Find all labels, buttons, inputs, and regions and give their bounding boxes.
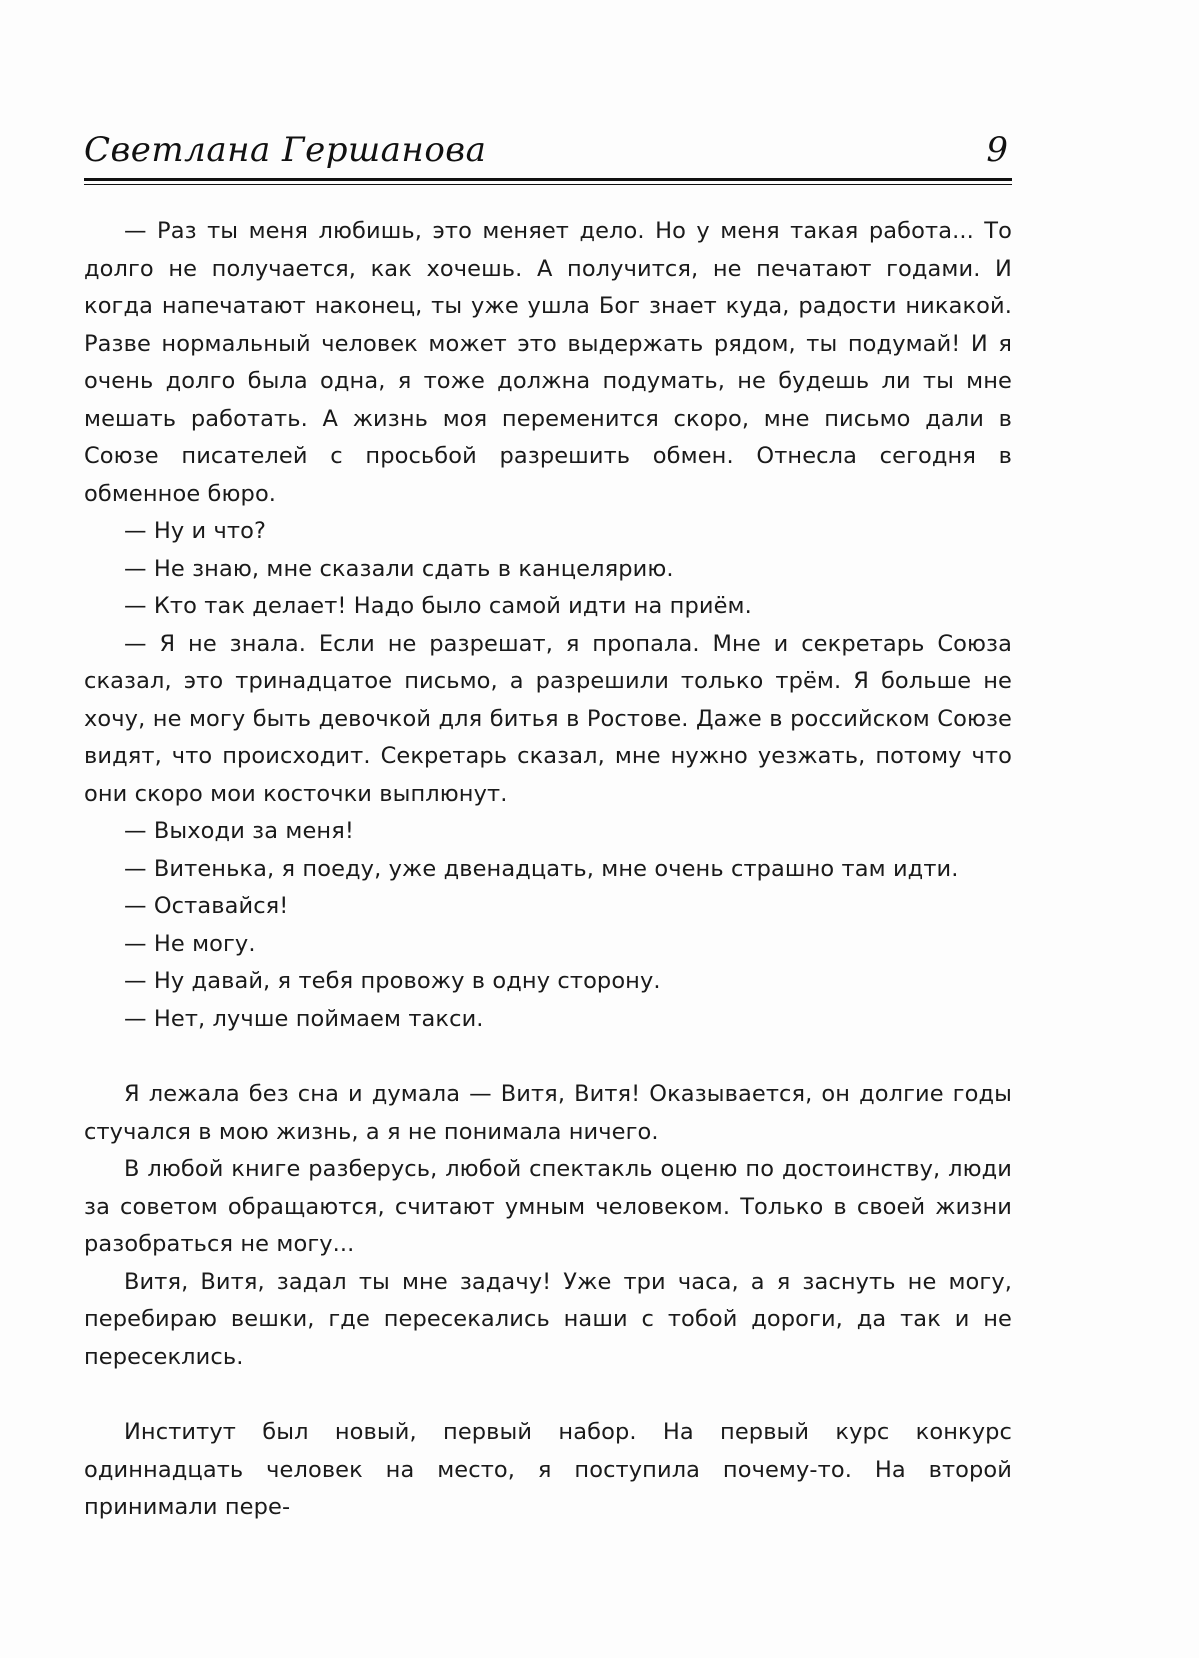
paragraph: — Я не знала. Если не разрешат, я пропала. Мне и секретарь Союза сказал, это тринадцатое письмо, а разрешили только трём. Я больше не хочу, не могу быть девочкой для битья в Ростове. Даже в российском Союзе видят, что происходит. Секретарь сказал, мне нужно уезжать, потому что они скоро мои косточки выплюнут. (84, 630, 1012, 807)
section-break (84, 1038, 1012, 1076)
paragraph: — Выходи за меня! (124, 818, 354, 844)
paragraph: — Ну и что? (124, 518, 267, 544)
paragraph: — Нет, лучше поймаем такси. (124, 1005, 484, 1032)
paragraph: — Не знаю, мне сказали сдать в канцелярию. (124, 555, 674, 582)
paragraph: — Не могу. (124, 930, 256, 957)
paragraph: — Ну давай, я тебя провожу в одну сторону. (124, 968, 661, 994)
paragraph: — Витенька, я поеду, уже двенадцать, мне очень страшно там идти. (124, 855, 959, 882)
header-rule-thick (84, 178, 1012, 181)
header-rule-thin (84, 184, 1012, 185)
paragraph: Институт был новый, первый набор. На первый курс конкурс одиннадцать человек на место, я поступила почему-то. На второй принимали пере- (84, 1419, 1012, 1520)
paragraph: Витя, Витя, задал ты мне задачу! Уже три часа, а я заснуть не могу, перебираю вешки, где пересекались наши с тобой дороги, да так и не пересеклись. (84, 1268, 1012, 1370)
author-name: Светлана Гершанова (84, 130, 487, 170)
paragraph: В любой книге разберусь, любой спектакль оценю по достоинству, люди за советом обращаются, считают умным человеком. Только в своей жизни разобраться не могу... (84, 1156, 1012, 1257)
paragraph: Я лежала без сна и думала — Витя, Витя! Оказывается, он долгие годы стучался в мою жизнь, а я не понимала ничего. (84, 1081, 1012, 1145)
paragraph: — Кто так делает! Надо было самой идти на приём. (124, 593, 752, 619)
page-number: 9 (986, 130, 1008, 170)
section-break (84, 1376, 1012, 1414)
body-text (84, 213, 1012, 1527)
paragraph: — Раз ты меня любишь, это меняет дело. Но у меня такая работа... То долго не получается, как хочешь. А получится, не печатают годами. И когда напечатают наконец, ты уже ушла Бог знает куда, радости никакой. Разве нормальный человек может это выдержать рядом, ты подумай! И я очень долго была одна, я тоже должна подумать, не будешь ли ты мне мешать работать. А жизнь моя переменится скоро, мне письмо дали в Союзе писателей с просьбой разрешить обмен. Отнесла сегодня в обменное бюро. (84, 218, 1012, 507)
paragraph: — Оставайся! (124, 893, 289, 919)
